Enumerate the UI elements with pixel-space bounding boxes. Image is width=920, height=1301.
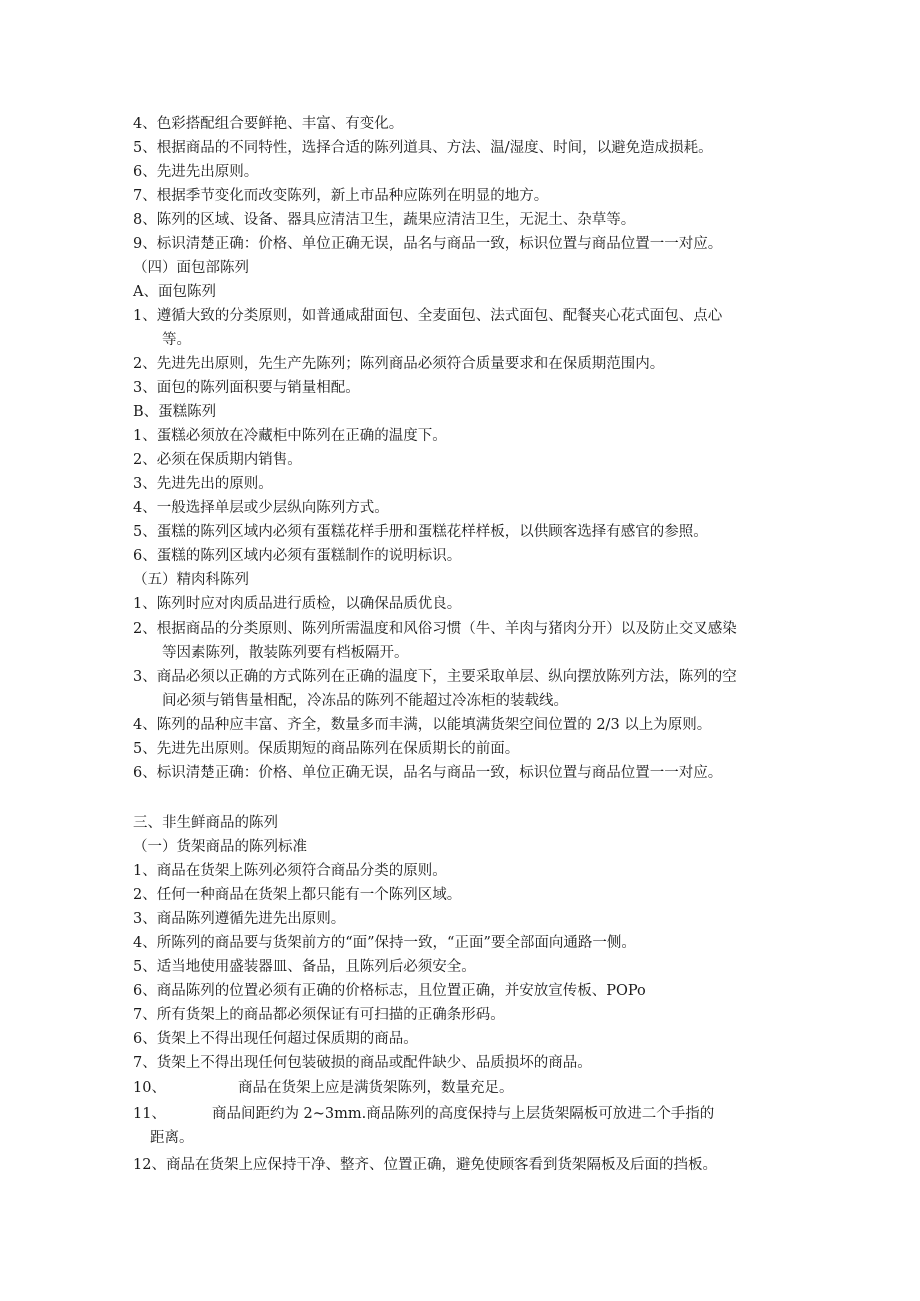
- text-line: 5、蛋糕的陈列区域内必须有蛋糕花样手册和蛋糕花样样板，以供顾客选择有感官的参照。: [133, 524, 708, 540]
- section-heading: （一）货架商品的陈列标准: [133, 839, 307, 855]
- text-line: 12、商品在货架上应保持干净、整齐、位置正确，避免使顾客看到货架隔板及后面的挡板。: [133, 1157, 717, 1173]
- text-line: 1、陈列时应对肉质品进行质检，以确保品质优良。: [133, 596, 462, 612]
- text-line: 1、蛋糕必须放在冷藏柜中陈列在正确的温度下。: [133, 428, 447, 444]
- text-line: 9、标识清楚正确：价格、单位正确无误，品名与商品一致，标识位置与商品位置一一对应。: [133, 236, 723, 252]
- text-line: 4、陈列的品种应丰富、齐全，数量多而丰满，以能填满货架空间位置的 2/3 以上为原则。: [133, 717, 712, 733]
- text-line: 5、适当地使用盛装器皿、备品，且陈列后必须安全。: [133, 959, 476, 975]
- text-line: 6、货架上不得出现任何超过保质期的商品。: [133, 1031, 418, 1047]
- text-line: 6、商品陈列的位置必须有正确的价格标志，且位置正确，并安放宣传板、POPo: [133, 983, 646, 999]
- subsection-heading: B、蛋糕陈列: [133, 404, 217, 420]
- text-line-continuation: 间必须与销售量相配，冷冻品的陈列不能超过冷冻柜的装载线。: [162, 693, 568, 709]
- text-line: 3、商品必须以正确的方式陈列在正确的温度下，主要采取单层、纵向摆放陈列方法，陈列的空: [133, 669, 737, 685]
- text-line: 2、必须在保质期内销售。: [133, 452, 302, 468]
- text-line: 1、遵循大致的分类原则，如普通咸甜面包、全麦面包、法式面包、配餐夹心花式面包、点心: [133, 308, 723, 324]
- text-line: 3、商品陈列遵循先进先出原则。: [133, 911, 346, 927]
- item-text: 商品间距约为 2~3mm.商品陈列的高度保持与上层货架隔板可放进二个手指的: [211, 1106, 715, 1122]
- text-line-continuation: 等因素陈列，散装陈列要有档板隔开。: [162, 645, 409, 661]
- text-line-item-10: [133, 1078, 513, 1098]
- text-line: 2、任何一种商品在货架上都只能有一个陈列区域。: [133, 887, 462, 903]
- text-line-item-11: [133, 1104, 714, 1124]
- text-line: 6、先进先出原则。: [133, 164, 259, 180]
- text-line: 6、标识清楚正确：价格、单位正确无误，品名与商品一致，标识位置与商品位置一一对应。: [133, 765, 723, 781]
- text-line: 8、陈列的区域、设备、器具应清洁卫生，蔬果应清洁卫生，无泥土、杂草等。: [133, 212, 636, 228]
- text-line: 7、根据季节变化而改变陈列，新上市品种应陈列在明显的地方。: [133, 188, 549, 204]
- text-line: 4、一般选择单层或少层纵向陈列方式。: [133, 500, 389, 516]
- chapter-heading: 三、非生鲜商品的陈列: [133, 815, 278, 831]
- section-heading: （四）面包部陈列: [133, 260, 249, 276]
- text-line: 5、先进先出原则。保质期短的商品陈列在保质期长的前面。: [133, 741, 520, 757]
- text-line: 3、面包的陈列面积要与销量相配。: [133, 380, 360, 396]
- item-text: 商品在货架上应是满货架陈列，数量充足。: [237, 1080, 514, 1096]
- subsection-heading: A、面包陈列: [133, 284, 216, 300]
- text-line: 5、根据商品的不同特性，选择合适的陈列道具、方法、温/湿度、时间，以避免造成损耗。: [133, 140, 713, 156]
- text-line: 2、先进先出原则，先生产先陈列；陈列商品必须符合质量要求和在保质期范围内。: [133, 356, 665, 372]
- item-number: 10、: [133, 1080, 166, 1096]
- text-line-continuation: 等。: [162, 332, 191, 348]
- text-line: 7、货架上不得出现任何包装破损的商品或配件缺少、品质损坏的商品。: [133, 1055, 592, 1071]
- item-number: 11、: [133, 1106, 166, 1122]
- text-line: 4、所陈列的商品要与货架前方的“面”保持一致，“正面”要全部面向通路一侧。: [133, 935, 636, 951]
- text-line: 6、蛋糕的陈列区域内必须有蛋糕制作的说明标识。: [133, 548, 462, 564]
- text-line: 7、所有货架上的商品都必须保证有可扫描的正确条形码。: [133, 1007, 505, 1023]
- section-heading: （五）精肉科陈列: [133, 572, 249, 588]
- text-line: 4、色彩搭配组合要鲜艳、丰富、有变化。: [133, 116, 404, 132]
- text-line: 3、先进先出的原则。: [133, 476, 273, 492]
- text-line: 2、根据商品的分类原则、陈列所需温度和风俗习惯（牛、羊肉与猪肉分开）以及防止交叉感染: [133, 621, 737, 637]
- text-line-continuation: 距离。: [150, 1130, 194, 1146]
- text-line: 1、商品在货架上陈列必须符合商品分类的原则。: [133, 863, 447, 879]
